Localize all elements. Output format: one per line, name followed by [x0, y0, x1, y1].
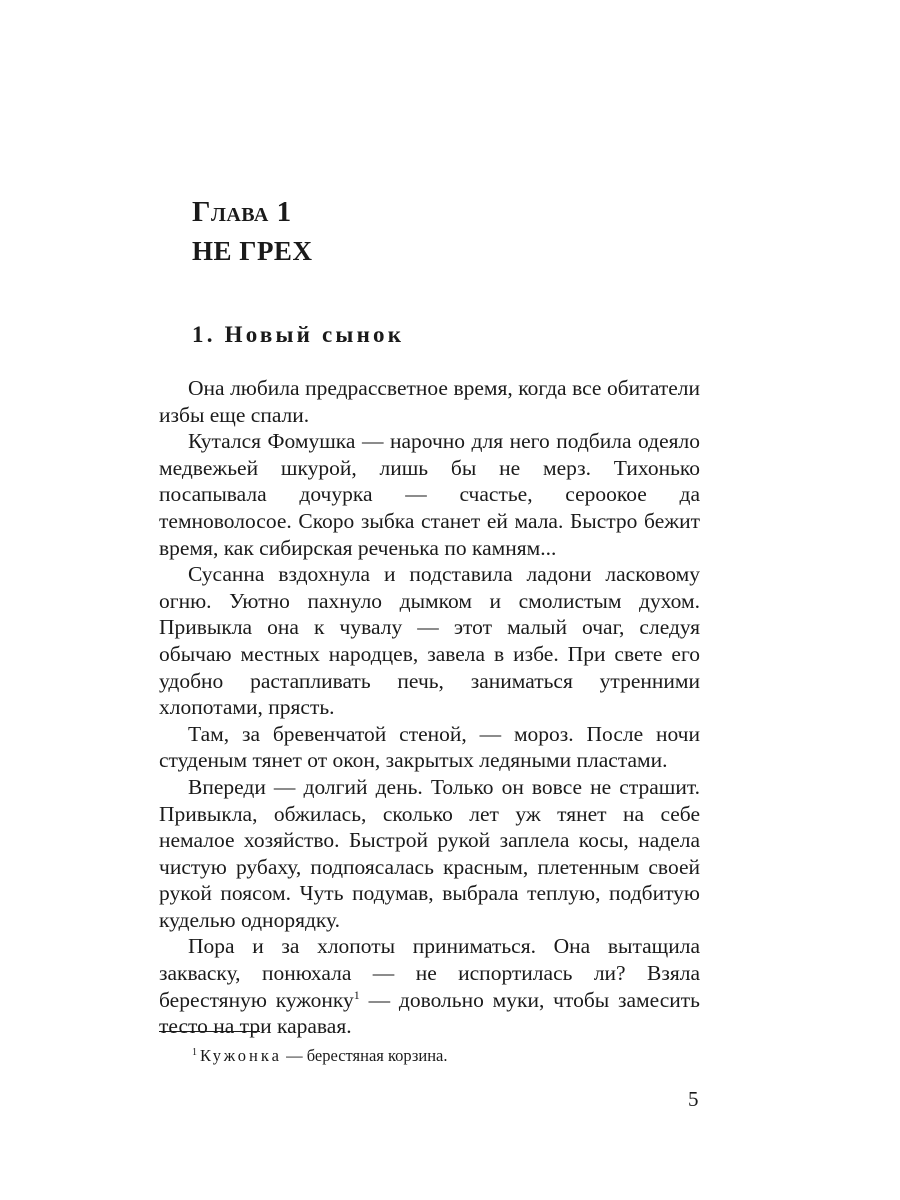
footnote-mark: 1: [192, 1047, 197, 1058]
footnote: [192, 1045, 447, 1067]
body-text: [159, 375, 700, 1040]
chapter-title: НЕ ГРЕХ: [192, 236, 313, 266]
footnote-term: Кужонка: [200, 1046, 282, 1065]
page-number: 5: [688, 1087, 699, 1111]
footnote-text: — берестяная корзина.: [281, 1046, 448, 1065]
paragraph: Она любила предрассветное время, когда все обитатели избы еще спали.: [159, 376, 700, 427]
paragraph: Там, за бревенчатой стеной, — мороз. После ночи студеным тянет от окон, закрытых ледяными пластами.: [159, 721, 700, 773]
paragraph: Кутался Фомушка — нарочно для него подбила одеяло медвежьей шкурой, лишь бы не мерз. Тихонько посапывала дочурка — счастье, сероокое да темноволосое. Скоро зыбка станет ей мала. Быстро бежит время, как сибирская реченька по камням...: [159, 429, 700, 560]
footnote-reference[interactable]: 1: [353, 987, 360, 1002]
paragraph: Впереди — долгий день. Только он вовсе не страшит. Привыкла, обжилась, сколько лет уж тянет на себе немалое хозяйство. Быстрой рукой заплела косы, надела чистую рубаху, подпоясалась красным, плетенным своей рукой поясом. Чуть подумав, выбрала теплую, подбитую куделью однорядку.: [159, 774, 700, 932]
paragraph-text: Пора и за хлопоты приниматься. Она вытащила закваску, понюхала — не испортилась ли? Взяла берестяную кужонку: [159, 934, 700, 1012]
paragraph-with-note: [159, 933, 700, 1039]
section-title: 1. Новый сынок: [192, 322, 405, 347]
footnote-divider: [159, 1031, 260, 1032]
chapter-label: Глава 1: [192, 196, 292, 228]
paragraph: Сусанна вздохнула и подставила ладони ласковому огню. Уютно пахнуло дымком и смолистым духом. Привыкла она к чувалу — этот малый очаг, следуя обычаю местных народцев, завела в избе. При свете его удобно растапливать печь, заниматься утренними хлопотами, прясть.: [159, 562, 700, 720]
paragraph-text: — довольно муки, чтобы замесить тесто на три каравая.: [159, 987, 700, 1039]
